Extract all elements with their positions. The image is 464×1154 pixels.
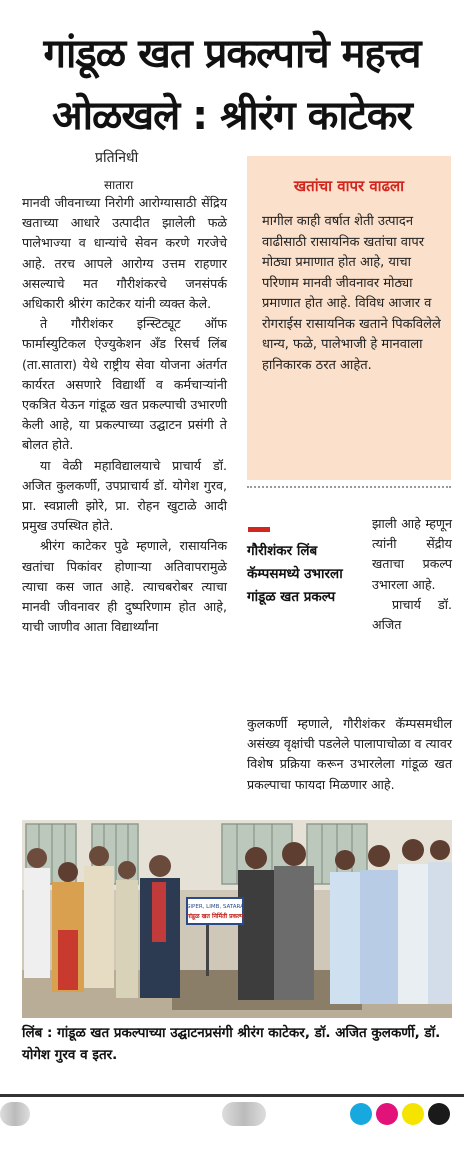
photo-caption: लिंब : गांडूळ खत प्रकल्पाच्या उद्घाटनप्रसंगी श्रीरंग काटेकर, डॉ. अजित कुलकर्णी, डॉ. योगेश गुरव व इतर. xyxy=(22,1025,441,1063)
sidebar-title: खतांचा वापर वाढला xyxy=(293,177,405,195)
registration-dot-yellow xyxy=(402,1103,424,1125)
article-paragraph-3: या वेळी महाविद्यालयाचे प्राचार्य डॉ. अजित कुलकर्णी, उपप्राचार्य डॉ. योगेश गुरव, प्रा. स्वप्नाली झोरे, प्रा. रोहन खुटाळे आदी प्रमुख उपस्थित होते. xyxy=(22,457,227,534)
article-right-wide: कुलकर्णी म्हणाले, गौरीशंकर कॅम्पसमधील असंख्य वृक्षांची पडलेले पालापाचोळा व त्यावर विशेष प्रक्रिया करून उभारलेला गांडूळ खत प्रकल्पाचा फायदा मिळणार आहे. xyxy=(247,716,452,792)
article-right-narrow-text: झाली आहे म्हणून त्यांनी सेंद्रीय खताचा प्रकल्प उभारला आहे. xyxy=(372,516,452,592)
article-right-narrow xyxy=(372,514,452,635)
subhead-accent-bar xyxy=(248,527,270,532)
byline-reporter: प्रतिनिधी xyxy=(95,150,139,166)
event-photo xyxy=(22,820,452,1018)
headline-line-1: गांडूळ खत प्रकल्पाचे महत्त्व xyxy=(43,31,421,77)
subhead: गौरीशंकर लिंब कॅम्पसमध्ये उभारला गांडूळ खत प्रकल्प xyxy=(247,543,343,605)
byline-place: सातारा xyxy=(104,178,134,192)
registration-dot-black xyxy=(428,1103,450,1125)
article-paragraph-1: मानवी जीवनाच्या निरोगी आरोग्यासाठी सेंद्रिय खताच्या आधारे उत्पादीत झालेली फळे पालेभाज्या व धान्यांचे सेवन करणे गरजेचे आहे. तरच आपले आरोग्य उत्तम राहणार असल्याचे मत गौरीशंकरचे जनसंपर्क अधिकारी श्रीरंग काटेकर यांनी व्यक्त केले. xyxy=(22,195,227,312)
registration-dot-magenta xyxy=(376,1103,398,1125)
sign-line-1: GIPER, LIMB, SATARA xyxy=(186,904,244,910)
article-paragraph-2: ते गौरीशंकर इन्स्टिट्यूट ऑफ फार्मास्युटिकल ऐज्युकेशन अँड रिसर्च लिंब (ता.सातारा) येथे राष्ट्रीय सेवा योजना अंतर्गत कार्यरत असणारे विद्यार्थी व कर्मचाऱ्यांनी एकत्रित येऊन गांडूळ खत प्रकल्पाची उभारणी केली आहे, या प्रकल्पाच्या उद्घाटन प्रसंगी ते बोलत होते. xyxy=(22,316,227,453)
registration-dot-cyan xyxy=(350,1103,372,1125)
registration-mark-center xyxy=(222,1102,266,1126)
article-left-column xyxy=(22,193,227,637)
article-paragraph-4: श्रीरंग काटेकर पुढे म्हणाले, रासायनिक खतांचा पिकांवर होणाऱ्या अतिवापरामुळे त्याचा कस जात आहे. त्याचबरोबर त्याचा मानवी जीवनावर ही दुष्परिणाम होत आहे, याची जाणीव आता विद्यार्थ्यांना xyxy=(22,538,227,635)
headline-line-2: ओळखले : श्रीरंग काटेकर xyxy=(52,93,412,139)
registration-mark-left xyxy=(0,1102,30,1126)
sign-line-2: गांडूळ खत निर्मिती प्रकल्प xyxy=(186,913,244,920)
sidebar-text: मागील काही वर्षात शेती उत्पादन वाढीसाठी रासायनिक खतांचा वापर मोठ्या प्रमाणात होत आहे, याचा परिणाम मानवी जीवनावर मोठ्या प्रमाणात होत आहे. विविध आजार व रोगराईस रासायनिक खताने पिकविलेले धान्य, फळे, पालेभाजी हे मानवाला हानिकारक ठरत आहेत. xyxy=(262,214,441,373)
bottom-rule xyxy=(0,1094,464,1097)
sidebar-divider xyxy=(247,486,451,488)
event-photo-illustration xyxy=(22,820,452,1018)
article-right-narrow-text-2: प्राचार्य डॉ. अजित xyxy=(372,596,452,633)
